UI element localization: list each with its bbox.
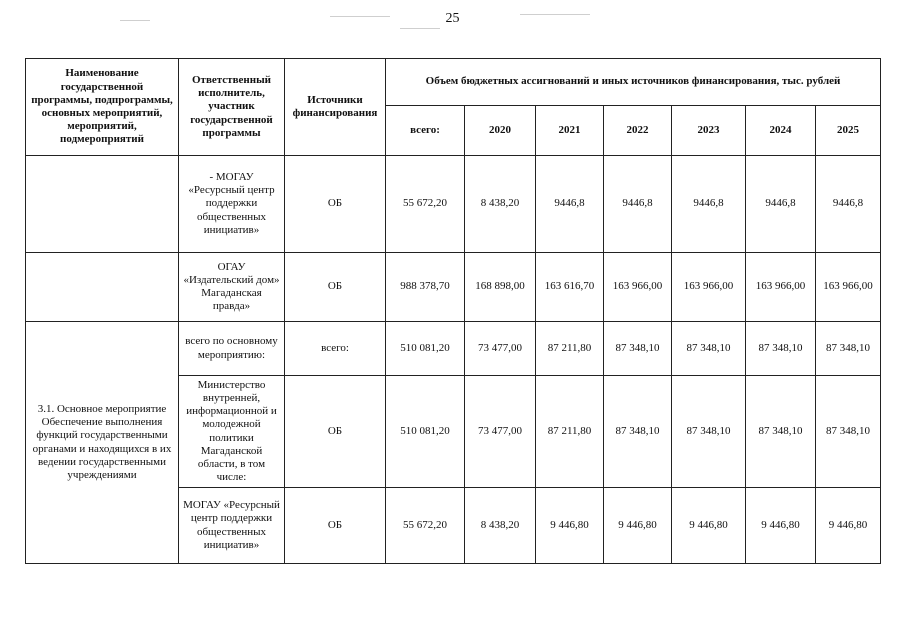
- row-executor: - МОГАУ «Ресурсный центр поддержки общественных инициатив»: [179, 156, 285, 253]
- table-row: [26, 322, 881, 376]
- header-executor: Ответственный исполнитель, участник государственной программы: [179, 59, 285, 156]
- page-number: 25: [445, 11, 460, 26]
- row-value-2021: 87 211,80: [536, 376, 604, 488]
- row-value-2025: 9446,8: [816, 156, 881, 253]
- row-value-2023: 9 446,80: [672, 488, 746, 564]
- row-value-2024: 9446,8: [746, 156, 816, 253]
- row-value-2021: 9446,8: [536, 156, 604, 253]
- row-value-2020: 8 438,20: [465, 156, 536, 253]
- scan-artifact: [400, 28, 440, 29]
- row-name: [26, 156, 179, 253]
- header-year-2020: 2020: [465, 106, 536, 156]
- header-year-2022: 2022: [604, 106, 672, 156]
- header-total: всего:: [386, 106, 465, 156]
- row-value-2025: 87 348,10: [816, 322, 881, 376]
- scan-artifact: [120, 20, 150, 21]
- row-executor: Министерство внутренней, информационной и молодежной политики Магаданской области, в том числе:: [179, 376, 285, 488]
- row-source: всего:: [285, 322, 386, 376]
- row-value-2023: 9446,8: [672, 156, 746, 253]
- row-value-2024: 87 348,10: [746, 322, 816, 376]
- row-executor: ОГАУ «Издательский дом» Магаданская правда»: [179, 253, 285, 322]
- row-value-2020: 8 438,20: [465, 488, 536, 564]
- row-source: ОБ: [285, 488, 386, 564]
- row-total: 988 378,70: [386, 253, 465, 322]
- row-value-2022: 9 446,80: [604, 488, 672, 564]
- scan-artifact: [520, 14, 590, 15]
- row-source: ОБ: [285, 253, 386, 322]
- row-total: 55 672,20: [386, 488, 465, 564]
- row-total: 55 672,20: [386, 156, 465, 253]
- budget-table: [25, 58, 881, 564]
- header-volume: Объем бюджетных ассигнований и иных источников финансирования, тыс. рублей: [386, 59, 881, 106]
- header-source: Источники финансирования: [285, 59, 386, 156]
- row-value-2021: 9 446,80: [536, 488, 604, 564]
- row-value-2022: 87 348,10: [604, 322, 672, 376]
- table-row: [26, 156, 881, 253]
- row-value-2022: 9446,8: [604, 156, 672, 253]
- row-value-2025: 87 348,10: [816, 376, 881, 488]
- row-value-2020: 73 477,00: [465, 376, 536, 488]
- row-source: ОБ: [285, 156, 386, 253]
- row-value-2024: 9 446,80: [746, 488, 816, 564]
- row-value-2021: 163 616,70: [536, 253, 604, 322]
- row-executor: МОГАУ «Ресурсный центр поддержки общественных инициатив»: [179, 488, 285, 564]
- row-value-2025: 163 966,00: [816, 253, 881, 322]
- row-value-2023: 163 966,00: [672, 253, 746, 322]
- row-value-2022: 163 966,00: [604, 253, 672, 322]
- row-total: 510 081,20: [386, 376, 465, 488]
- row-value-2024: 163 966,00: [746, 253, 816, 322]
- header-year-2025: 2025: [816, 106, 881, 156]
- row-source: ОБ: [285, 376, 386, 488]
- header-year-2021: 2021: [536, 106, 604, 156]
- row-name: [26, 253, 179, 322]
- row-executor: всего по основному мероприятию:: [179, 322, 285, 376]
- row-value-2023: 87 348,10: [672, 376, 746, 488]
- header-name: Наименование государственной программы, подпрограммы, основных мероприятий, мероприятий, подмероприятий: [26, 59, 179, 156]
- row-name-merged: 3.1. Основное мероприятие Обеспечение выполнения функций государственными органами и находящихся в их ведении государственными учреждениями: [26, 322, 179, 564]
- table-row: [26, 253, 881, 322]
- row-value-2024: 87 348,10: [746, 376, 816, 488]
- row-value-2022: 87 348,10: [604, 376, 672, 488]
- header-year-2023: 2023: [672, 106, 746, 156]
- row-value-2021: 87 211,80: [536, 322, 604, 376]
- row-value-2023: 87 348,10: [672, 322, 746, 376]
- header-year-2024: 2024: [746, 106, 816, 156]
- row-total: 510 081,20: [386, 322, 465, 376]
- row-value-2025: 9 446,80: [816, 488, 881, 564]
- scan-artifact: [330, 16, 390, 17]
- row-value-2020: 73 477,00: [465, 322, 536, 376]
- row-value-2020: 168 898,00: [465, 253, 536, 322]
